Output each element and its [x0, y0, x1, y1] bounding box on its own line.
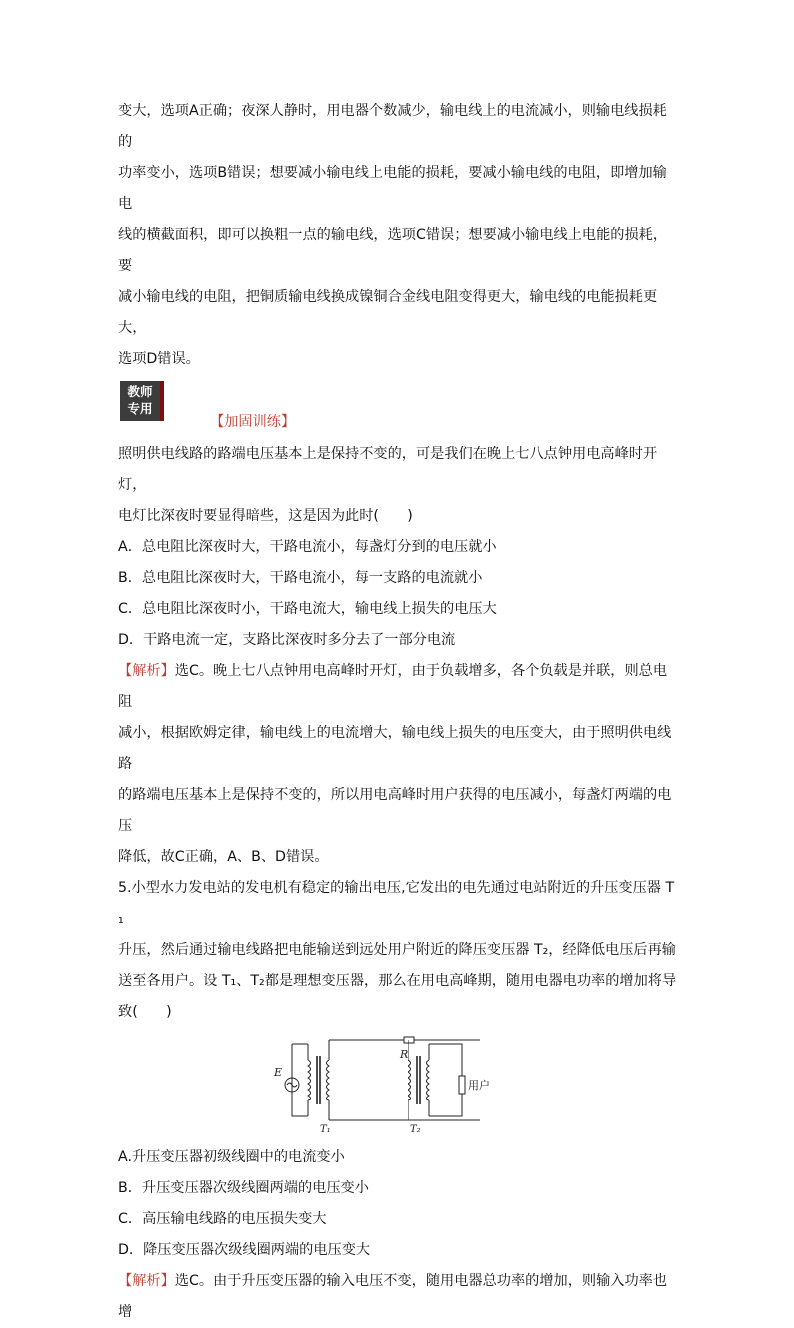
- option-d: D．干路电流一定，支路比深夜时多分去了一部分电流: [118, 632, 456, 648]
- circuit-diagram: [118, 1036, 678, 1132]
- analysis-line: [118, 1266, 678, 1328]
- label-user: 用户: [468, 1079, 490, 1092]
- intro-line: 选项D错误。: [118, 351, 200, 367]
- analysis-line: 降低，故C正确，A、B、D错误。: [118, 849, 329, 865]
- option-d: D．降压变压器次级线圈两端的电压变大: [118, 1242, 371, 1258]
- question-5: [118, 873, 678, 1328]
- analysis-text: 选C。晚上七八点钟用电高峰时开灯，由于负载增多，各个负载是并联，则总电阻: [118, 663, 668, 710]
- intro-line: 变大，选项A正确；夜深人静时，用电器个数减少，输电线上的电流减小，则输电线损耗的: [118, 103, 667, 150]
- reinforcement-title: 【加固训练】: [210, 414, 296, 430]
- intro-paragraph: [118, 96, 678, 375]
- analysis-line: 的路端电压基本上是保持不变的，所以用电高峰时用户获得的电压减小，每盏灯两端的电压: [118, 787, 672, 834]
- user-load-box: [459, 1076, 465, 1094]
- option-b: B．总电阻比深夜时大，干路电流小，每一支路的电流就小: [118, 570, 483, 586]
- question-stem-line: 升压，然后通过输电线路把电能输送到远处用户附近的降压变压器 T₂，经降低电压后再输: [118, 942, 676, 958]
- analysis-text: 选C。由于升压变压器的输入电压不变，随用电器总功率的增加，则输入功率也增: [118, 1273, 668, 1320]
- analysis-line: [118, 656, 678, 718]
- option-c: C．高压输电线路的电压损失变大: [118, 1211, 327, 1227]
- teacher-section-header: [118, 381, 678, 439]
- t2-secondary-turns: [427, 1044, 430, 1116]
- t1-primary-coil: [308, 1044, 311, 1116]
- intro-line: 减小输电线的电阻，把铜质输电线换成镍铜合金线电阻变得更大，输电线的电能损耗更大，: [118, 289, 658, 336]
- intro-line: 线的横截面积，即可以换粗一点的输电线，选项C错误；想要减小输电线上电能的损耗，要: [118, 227, 668, 274]
- question-stem-line: 照明供电线路的路端电压基本上是保持不变的，可是我们在晚上七八点钟用电高峰时开灯，: [118, 446, 658, 493]
- label-e: E: [274, 1066, 283, 1079]
- t1-secondary-coil: [327, 1040, 330, 1120]
- option-a: A．总电阻比深夜时大，干路电流小，每盏灯分到的电压就小: [118, 539, 497, 555]
- question-reinforcement: [118, 439, 678, 873]
- user-wire: [429, 1044, 462, 1116]
- label-t1: T₁: [320, 1124, 331, 1132]
- circuit-svg-t2: [408, 1036, 628, 1132]
- generator-wire: [292, 1044, 308, 1116]
- badge-line-1: 教师: [127, 384, 153, 399]
- analysis-label: 【解析】: [118, 663, 175, 679]
- question-stem-line: 电灯比深夜时要显得暗些，这是因为此时( ): [118, 508, 413, 524]
- option-a: A.升压变压器初级线圈中的电流变小: [118, 1149, 345, 1165]
- teacher-only-badge: [120, 381, 164, 421]
- analysis-line: 减小，根据欧姆定律，输电线上的电流增大，输电线上损失的电压变大，由于照明供电线路: [118, 725, 672, 772]
- label-t2: T₂: [410, 1124, 421, 1132]
- document-page: [118, 96, 678, 1328]
- question-stem-line: 5.小型水力发电站的发电机有稳定的输出电压,它发出的电先通过电站附近的升压变压器 T₁: [118, 880, 675, 927]
- question-stem-line: 送至各用户。设 T₁、T₂都是理想变压器，那么在用电高峰期，随用电器电功率的增加将导: [118, 973, 677, 989]
- analysis-label: 【解析】: [118, 1273, 175, 1289]
- label-r: R: [400, 1048, 409, 1061]
- t2-primary-turns: [408, 1040, 411, 1120]
- badge-line-2: 专用: [127, 401, 153, 416]
- option-c: C．总电阻比深夜时小，干路电流大，输电线上损失的电压大: [118, 601, 497, 617]
- question-stem-line: 致( ): [118, 1004, 172, 1020]
- option-b: B．升压变压器次级线圈两端的电压变小: [118, 1180, 369, 1196]
- intro-line: 功率变小，选项B错误；想要减小输电线上电能的损耗，要减小输电线的电阻，即增加输电: [118, 165, 667, 212]
